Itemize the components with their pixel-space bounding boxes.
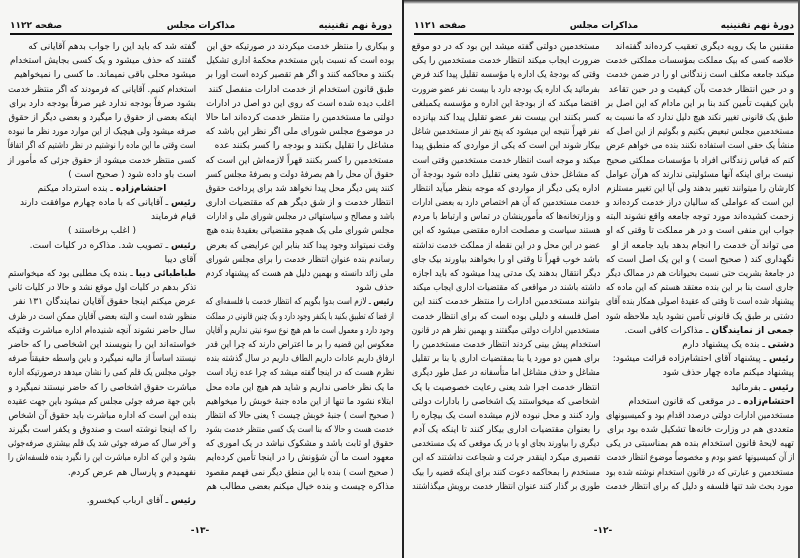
speaker-name: طباطبائی دیبا: [135, 269, 196, 279]
line-content: است وقتی ما این ماده را نوشتیم در نظر داشتیم که اگر اتفاقاً: [8, 141, 196, 152]
text-line: [206, 239, 394, 253]
scan-shadow: [404, 0, 800, 4]
line-content: بشود صرفاً بودجه ندارد غیر صرفاً بودجه دارد برای: [9, 98, 196, 109]
text-line: [606, 210, 794, 224]
line-content: دشتی ـ بنده یک پیشنهاد دارم: [682, 339, 794, 350]
text-line: [412, 253, 600, 267]
speaker-line: [606, 395, 794, 409]
text-line: [606, 196, 794, 210]
line-content: را که اینجا نوشته است و صندوق و یکفر است بگیرند: [8, 425, 196, 436]
text-line: [206, 395, 394, 409]
line-content: وجود دارد و معمول است ما هم هیچ نوع سوء نیتی نداریم و آقایان: [206, 325, 394, 336]
line-content: نیست برای اینکه آنها مسئولیتی ندارند که هرآن عوامل: [606, 169, 794, 180]
text-line: [606, 111, 794, 125]
text-line: [206, 168, 394, 182]
text-line: [412, 409, 600, 423]
line-content: بیکار شوند این است که یکی از مواردی که منطبق پیدا: [412, 141, 600, 152]
line-content: بکنند و محاکمه کنند و اگر هم تقصیر کرده است اورا بر: [206, 70, 394, 81]
line-content: اقتضا میکند که از بودجهٔ این اداره و مؤسسه یکمبلغی: [412, 98, 600, 109]
page-footer-number: -۱۲-: [593, 526, 613, 536]
line-content: مستخدمین را کسر بکنند قهراً لازمه‌اش این است که: [206, 155, 394, 166]
text-line: [606, 437, 794, 451]
text-line: [206, 381, 394, 395]
line-content: آقای دیبا: [164, 254, 196, 265]
text-line: [412, 239, 600, 253]
line-content: می تواند آن خدمت را انجام بدهد باید جامعه از او: [611, 240, 794, 251]
text-line: [206, 83, 394, 97]
line-content: انتظار خدمت اجرا شد یعنی رعایت خصوصیت با یک: [412, 382, 600, 393]
text-line: [206, 182, 394, 196]
line-content: عرض میکنم اینجا حقوق آقایان نمایندگان ۱۳۱ نفر: [13, 297, 196, 308]
text-line: [606, 97, 794, 111]
line-content: نفهمیدم و پارسال هم عرض کردم.: [67, 467, 196, 478]
text-line: [206, 352, 394, 366]
line-content: معکوس این قضیه را بر ما اعتراض دارند که چرا این قدر: [206, 339, 394, 350]
text-line: [412, 310, 600, 324]
line-content: خلاصه کسی که بیک مملکت بمؤسسات مملکتی خدمت: [606, 56, 794, 67]
text-line: [206, 224, 394, 238]
speaker-line: [8, 196, 196, 210]
line-content: جوئی مجلس یک قلم کمی را نشان میدهد درصورتیکه اداره: [8, 368, 196, 379]
text-line: [206, 210, 394, 224]
line-content: منشأ یک حقی است استفاده نکنند بنده می خواهم عرض: [606, 141, 794, 152]
text-line: [206, 267, 394, 281]
text-line: [606, 451, 794, 465]
text-line: [206, 310, 394, 324]
page-header: [10, 21, 392, 35]
text-line: [8, 451, 196, 465]
speaker-name: رئیس: [171, 496, 196, 506]
line-content: ابتلاء نشود ما تنها از این ماده جنبهٔ خوبش را میخواهیم: [206, 396, 394, 407]
speaker-line: [8, 182, 196, 196]
line-content: مستخدمین مجلس تبعیض بکنیم و بگوئیم از این اصل که: [606, 127, 794, 138]
line-content: استخدام کنیم. آقایانی که فرمودند که اگر منتظر خدمت: [8, 84, 196, 95]
speaker-name: رئیس: [171, 198, 196, 209]
text-line: [606, 182, 794, 196]
text-line: [206, 409, 394, 423]
text-line: [8, 253, 196, 267]
line-content: رساندم بنده عنوان انتظار خدمت را برای مجلس شورای: [206, 254, 394, 265]
text-line: [206, 40, 394, 54]
text-line: [606, 267, 794, 281]
text-line: [8, 466, 196, 480]
text-line: [8, 139, 196, 153]
line-content: کارشان را میتوانند تغییر بدهند ولی آیا این تغییر مستلزم: [606, 183, 794, 194]
speaker-name: احتشام‌زاده: [115, 183, 167, 194]
line-content: مذاکره چیست و بنده خیال میکنم بعضی مطالب هم: [206, 481, 394, 492]
speaker-name: رئیس: [171, 240, 196, 251]
text-line: [8, 352, 196, 366]
line-content: که مشاغل حذف شود یعنی تقلیل داده شود بودجهٔ آن: [412, 169, 600, 180]
text-line: [412, 395, 600, 409]
text-line: [412, 267, 600, 281]
text-line: [412, 437, 600, 451]
line-content: جاری است بنا بر این بنده معتقد هستم که این ماده که: [606, 283, 794, 294]
line-content: زحمت کشیده‌اند مورد توجه جامعه واقع نشوند البته: [606, 212, 794, 223]
text-line: [412, 466, 600, 480]
line-content: بشود و این که اداره مباشرت این را نگیرد بنده فلسفه‌اش را: [8, 453, 196, 464]
text-line: [412, 54, 600, 68]
line-content: استخدام پیش بینی کردند انتظار خدمت مستخدمین را: [412, 339, 600, 350]
text-line: [412, 423, 600, 437]
text-line: [8, 210, 196, 224]
line-content: ضرورت ایجاب میکند انتظار خدمت مستخدمین را یکی: [412, 56, 600, 67]
line-content: مستخدمین و عبارتی که در قانون استخدام نوشته شده بود: [606, 467, 794, 478]
line-content: دشتی بر طبق یک قانونی تأمین نشود باید ملاحظه شود: [606, 311, 794, 322]
text-line: [206, 97, 394, 111]
line-content: مستخدمین دولتی گفته میشد این بود که در دو موقع: [412, 42, 600, 52]
line-content: خدمت مستخدمین که آن هم اختصاص دارد به بعضی ادارات: [412, 198, 600, 209]
line-content: ( اغلب برخاستند ): [67, 226, 137, 237]
text-line: [8, 97, 196, 111]
text-line: [206, 338, 394, 352]
line-content: بفرمائید یک اداره یک بودجه دارد با بیست نفر عضو ضرورت: [412, 84, 600, 95]
speaker-name: رئیس: [769, 354, 794, 365]
line-content: مستخدمین ادارات دولتی درصدد اقدام بود و کمیسیونهای: [606, 410, 794, 421]
text-line: [606, 310, 794, 324]
text-line: [606, 154, 794, 168]
text-line: [412, 480, 600, 494]
line-content: باین کیفیت تأمین کند بنا بر این مادام که این اصل بر: [606, 98, 794, 109]
line-content: مشاغل و حذف مشاغل اما متأسفانه در عمل طور دیگری: [412, 368, 600, 379]
line-content: مباشرت حقوق اشخاصی را که حاضر نیستند نمیگیرد و: [8, 382, 196, 393]
page-footer-number: -۱۳-: [190, 526, 210, 536]
text-line: [606, 40, 794, 54]
line-content: احتشام‌زاده ـ در موقعی که قانون استخدام: [628, 396, 794, 407]
line-content: از قضا که تطبیق بکنید با یکنفر وجود دارد و یک چنین قانونی در مملکت: [206, 311, 394, 322]
text-line: [412, 68, 600, 82]
text-line: [206, 54, 394, 68]
text-line: [412, 40, 600, 54]
line-content: را بعنوان مقتضیات اداری بیکار کنند تا اینکه یک آدم: [412, 425, 600, 436]
line-content: صرفه میشود ولی هیچیک از این موارد مورد نظر ما نبوده: [8, 127, 196, 138]
line-content: نیستند اساساً از مالیه نمیگیرد و باین واسطه حقیقتاً صرفه: [8, 354, 196, 365]
text-line: [606, 409, 794, 423]
text-line: [606, 68, 794, 82]
speaker-name: جمعی از نمایندگان: [711, 325, 794, 336]
text-line: [412, 281, 600, 295]
text-line: [206, 480, 394, 494]
line-content: معهود است ما آن شؤونش را در اینجا تأمین کرده‌ایم: [206, 453, 394, 464]
text-line: [606, 253, 794, 267]
text-line: [606, 366, 794, 380]
text-line: [206, 196, 394, 210]
text-line: [412, 210, 600, 224]
text-line: [8, 224, 196, 238]
line-content: وارد کنند و محل نبوده لازم میشده است یک بیچاره را: [412, 410, 600, 421]
line-content: و بیکاری را منتظر خدمت میکردند در صورتیکه حق این: [206, 42, 394, 52]
text-line: [8, 54, 196, 68]
speaker-line: [8, 239, 196, 253]
text-line: [412, 366, 600, 380]
text-line: [8, 281, 196, 295]
line-content: بوده است که نسبت باین مستخدم محکمهٔ اداری تشکیل: [206, 56, 394, 67]
line-content: رئیس ـ تصویب شد. مذاکره در کلیات است.: [29, 240, 196, 251]
line-content: این است که عواملی که سالیان دراز خدمت کرده‌اند و: [606, 198, 794, 209]
text-line: [8, 480, 196, 494]
line-content: است باو داده شود ( صحیح است ): [68, 169, 196, 180]
text-line: [412, 154, 600, 168]
line-content: نفر قهراً نتیجه این میشود که پنج نفر از مستخدمین شاغل: [412, 127, 600, 138]
line-content: خواسته‌اند این را بنویسند این اشخاصی را که حاضر: [8, 339, 196, 350]
text-line: [606, 168, 794, 182]
line-content: ارفاق داریم عادات داریم الطاف داریم در سال گذشته بنده: [206, 354, 394, 365]
line-content: بنده این است که اداره مباشرت باید حقوق آن اشخاص: [8, 410, 196, 421]
line-content: خدمت هست و حالا که بنا است یک کسی منتظر خدمت بشود: [206, 425, 394, 436]
line-content: و در حین انتظار خدمت بآن کیفیت و در حین تقاعد: [608, 84, 794, 95]
text-line: [206, 68, 394, 82]
line-content: باشد و مصالح و سیاستهائی در مجلس شورای ملی و ادارات: [206, 212, 394, 223]
text-line: [606, 83, 794, 97]
line-content: اشخاصی که میخواستند یک اشخاصی را بادارات دولتی: [412, 396, 600, 407]
text-line: [206, 466, 394, 480]
text-line: [206, 281, 394, 295]
text-line: [606, 224, 794, 238]
line-content: میکند و موجه است انتظار خدمت مستخدمین وقتی است: [412, 155, 600, 166]
line-content: اینکه بعضی از حقوق را میگیرد و بعضی دیگر از حقوق: [8, 112, 196, 123]
line-content: ( صحیح است ) بنده با این منطق دیگر نمی فهمم مقصود: [206, 467, 394, 478]
text-line: [8, 395, 196, 409]
line-content: ملی زائد دانسته و بهمین دلیل هم هست که پیشنهاد کردم: [206, 269, 394, 279]
right-page: [402, 0, 800, 558]
text-line: [606, 54, 794, 68]
text-line: [412, 83, 600, 97]
text-column-right: [206, 40, 394, 494]
line-content: گفته شد که باید این را جواب بدهم آقایانی که: [28, 42, 196, 52]
text-line: [606, 125, 794, 139]
text-line: [206, 324, 394, 338]
line-content: باین جهة صرفه جوئی مجلس کم میشود باین جهت عقیده: [8, 396, 196, 407]
line-content: کنند پس دیگر محل پیدا نخواهد شد برای پرداخت حقوق: [206, 183, 394, 194]
line-content: گفتند که حذف میشود و یک کسی بجایش استخدام: [10, 56, 196, 67]
page-number: صفحه ۱۱۲۲: [10, 21, 63, 31]
line-content: هستند سیاست و مصلحت اداره مقتضی میشود که این: [412, 226, 600, 237]
line-content: دیگر انتقال بدهند یک مدتی پیدا میشود که باید اجازه: [412, 269, 600, 279]
text-line: [206, 423, 394, 437]
text-line: [8, 111, 196, 125]
running-title: مذاکرات مجلس: [569, 21, 639, 31]
line-content: طباطبائی دیبا ـ بنده یک مطلبی بود که میخواستم: [8, 269, 196, 279]
text-line: [8, 366, 196, 380]
line-content: مستخدم را بمحاکمه دعوت کنند برای اینکه قضیه را بیک: [412, 467, 600, 478]
text-line: [8, 83, 196, 97]
line-content: جواب این منفی است و در هر مملکت تا وقتی که او: [606, 226, 794, 237]
text-line: [206, 154, 394, 168]
text-line: [412, 381, 600, 395]
page-header: [414, 21, 794, 35]
text-line: [412, 196, 600, 210]
line-content: در موضوع مجلس شورای ملی اگر نظر این باشد که: [206, 127, 394, 138]
text-line: [606, 423, 794, 437]
line-content: وقتی که بودجهٔ یک اداره یا مؤسسه تقلیل پیدا کند فرض: [412, 70, 600, 81]
line-content: از آن کمیسیونها عضو بودم و مخصوصاً موضوع انتظار خدمت: [606, 453, 794, 464]
text-line: [8, 338, 196, 352]
text-line: [206, 366, 394, 380]
line-content: کسر بکنند این بیست نفر عضو تقلیل پیدا کند بپانزده: [412, 112, 600, 123]
line-content: میشود محلی باقی نمیماند. ما کسی را نمیخواهیم: [14, 70, 196, 81]
running-title: مذاکرات مجلس: [166, 21, 236, 31]
line-content: رئیس ـ بفرمائید: [731, 382, 794, 393]
speaker-line: [606, 381, 794, 395]
speaker-name: دشتی: [767, 339, 794, 350]
speaker-line: [8, 267, 196, 281]
line-content: قیام فرمایند: [151, 212, 196, 223]
text-line: [606, 239, 794, 253]
text-line: [412, 111, 600, 125]
text-line: [8, 40, 196, 54]
text-line: [206, 125, 394, 139]
page-number: صفحه ۱۱۲۱: [414, 21, 467, 31]
line-content: متعددی هم در وزارت خانه‌ها تشکیل شده بود برای: [607, 425, 794, 436]
text-line: [8, 154, 196, 168]
line-content: مشاغل را تقلیل بکنند و بودجه را کسر بکنند عده: [214, 141, 394, 152]
line-content: رئیس ـ پیشنهاد آقای احتشام‌زاده قرائت میشود:: [612, 354, 794, 365]
text-column-left: [8, 40, 196, 508]
line-content: ما یک نظر خاصی نداریم و شاید هم هیچ این ماده محل: [206, 382, 394, 393]
line-content: اغلب دیده شده است که روی این دو اصل در ادارات: [206, 98, 394, 109]
line-content: طبق قانون استخدام از خدمت ادارات منفصل کنند: [208, 84, 394, 95]
text-line: [206, 451, 394, 465]
line-content: مستخدمین ادارات دولتی میگفتند و بهمین نظر هم در قانون: [412, 325, 600, 336]
text-line: [8, 437, 196, 451]
line-content: نگهداری کند ( صحیح است ) و این یک اصل است که: [606, 254, 794, 265]
line-content: ( صحیح است ) جنبهٔ خوبش چیست ؟ یعنی حالا که انتظار: [206, 410, 394, 421]
line-content: مورد بحث شد تنها فلسفه و دلیل که برای انتظار خدمت: [606, 481, 794, 492]
line-content: طوری بر گذار کنند عنوان انتظار خدمت برویش میگذاشتند: [412, 481, 600, 492]
line-content: دیگری را بیاورند بجای او یا در یک موقعی که یک مستخدمی: [412, 439, 600, 450]
line-content: مقننین ما یک رویه دیگری تعقیب کرده‌اند گفته‌اند: [615, 42, 794, 52]
speaker-name: رئیس: [373, 297, 394, 308]
text-column-left: [412, 40, 600, 494]
text-line: [412, 182, 600, 196]
text-line: [412, 97, 600, 111]
text-line: [606, 295, 794, 309]
text-line: [8, 168, 196, 182]
text-line: [412, 324, 600, 338]
line-content: حقوق او ثابت باشد و مشکوک نباشد در یک اموری که: [206, 439, 394, 450]
line-content: تهیه لایحهٔ قانون استخدام بنده هم بمناسبتی در یکی: [606, 439, 794, 450]
line-content: انتظار خدمت و از شق دیگر هم که مقتضیات اداری: [206, 198, 394, 209]
line-content: رئیس ـ لازم است بدوا بگویم که انتظار خدمت با فلسفه‌ای که: [206, 297, 394, 308]
text-line: [412, 139, 600, 153]
text-line: [412, 224, 600, 238]
line-content: اداره یکی دیگر از مواردی که موجه بنظر میآید انتظار: [412, 183, 600, 194]
line-content: و وزارتخانه‌ها که مأمورینشان در تماس و ارتباط با مردم: [412, 212, 600, 223]
line-content: رئیس ـ آقایانی که با ماده چهارم موافقت دارند: [19, 198, 196, 209]
text-line: [8, 68, 196, 82]
text-line: [412, 352, 600, 366]
speaker-line: [606, 324, 794, 338]
line-content: عضو در این محل و در این نقطه از مملکت خدمت نداشته: [412, 240, 600, 251]
text-line: [206, 139, 394, 153]
speaker-name: احتشام‌زاده: [743, 396, 794, 407]
line-content: اصل فلسفه و دلیلی بوده است که برای انتظار خدمت: [412, 311, 600, 322]
text-line: [606, 139, 794, 153]
speaker-line: [606, 352, 794, 366]
line-content: برای همین دو مورد یا بنا بمقتضیات اداری یا بنا بر تقلیل: [412, 354, 600, 365]
speaker-name: رئیس: [769, 382, 794, 393]
line-content: حذف شود: [355, 283, 394, 294]
line-content: رئیس ـ آقای ارباب کیخسرو.: [86, 496, 196, 506]
line-content: و آخر سال که صرفه جوئی شد یک قلم بیشتری صرفه‌جوئی: [8, 439, 196, 450]
text-line: [8, 125, 196, 139]
line-content: دولتی ما مستخدمین را منتظر خدمت کرده‌اند اما حالا: [206, 112, 394, 123]
speaker-line: [606, 338, 794, 352]
line-content: پیشنهاد میکنم ماده چهار حذف شود: [662, 368, 794, 379]
line-content: تقصیری میکرد اینقدر جرئت و شجاعت نداشتند که این: [412, 453, 600, 464]
line-content: طبق یک قانونی تغییر نکند هیچ دلیل ندارد که ما نسبت به: [606, 112, 794, 123]
line-content: در جامعهٔ بشریت حتی نسبت بحیوانات هم در ممالک دیگر: [606, 269, 794, 279]
text-line: [206, 111, 394, 125]
line-content: میکند جامعه مکلف است زندگانی او را در ضمن خدمت: [606, 70, 794, 81]
line-content: جمعی از نمایندگان ـ مذاکرات کافی است.: [624, 325, 794, 336]
session-label: دورهٔ نهم تقنینیه: [318, 21, 392, 31]
line-content: تذکر بدهم در کلیات اول موقع نشد و حالا در کلیات ثانی: [8, 283, 196, 294]
line-content: باشد خوب قهراً تا وقتی او را بخواهند بیاورند بیک جای: [412, 254, 600, 265]
line-content: نظرم هست که در اینجا گفته میشد که چرا عده زیاد است: [206, 368, 394, 379]
line-content: پیشنهاد شده است تا وقتی که عقیدهٔ اصولی همکار بنده آقای: [606, 297, 794, 308]
line-content: داشته باشند در مواقعی که مقتضیات اداری ایجاب میکند: [412, 283, 600, 294]
text-line: [206, 437, 394, 451]
line-content: وقت نمیتواند وجود پیدا کند بنابر این عرایضی که بعرض: [206, 240, 394, 251]
line-content: سال حاضر نشوند آنچه شنیده‌ام اداره مباشرت وقتیکه: [8, 325, 196, 336]
line-content: حقوق آن محل را هم بصرفهٔ دولت و بصرفهٔ مجلس کسر: [206, 169, 394, 180]
line-content: احتشام‌زاده ـ بنده استرداد میکنم: [37, 183, 167, 194]
line-content: مجلس شورای ملی یک همچو مقتضیاتی بعقیدهٔ بنده هیچ: [206, 226, 394, 237]
text-line: [206, 253, 394, 267]
line-content: بتوانند مستخدمین ادارات را منتظر خدمت کنند این: [413, 297, 600, 308]
text-column-right: [606, 40, 794, 494]
text-line: [412, 125, 600, 139]
line-content: کسی منتظر خدمت میشود از حقوق جزئی که مأمور از: [8, 155, 196, 166]
speaker-line: [206, 295, 394, 309]
text-line: [412, 168, 600, 182]
text-line: [412, 338, 600, 352]
line-content: کنم که قیاس زندگانی افراد با مؤسسات مملکتی صحیح: [606, 155, 794, 166]
line-content: منظور شده است و البته بعضی آقایان ممکن است در ظرف: [8, 311, 196, 322]
text-line: [606, 480, 794, 494]
speaker-line: [8, 494, 196, 508]
text-line: [8, 409, 196, 423]
text-line: [8, 381, 196, 395]
session-label: دورهٔ نهم تقنینیه: [720, 21, 794, 31]
text-line: [606, 466, 794, 480]
text-line: [606, 281, 794, 295]
